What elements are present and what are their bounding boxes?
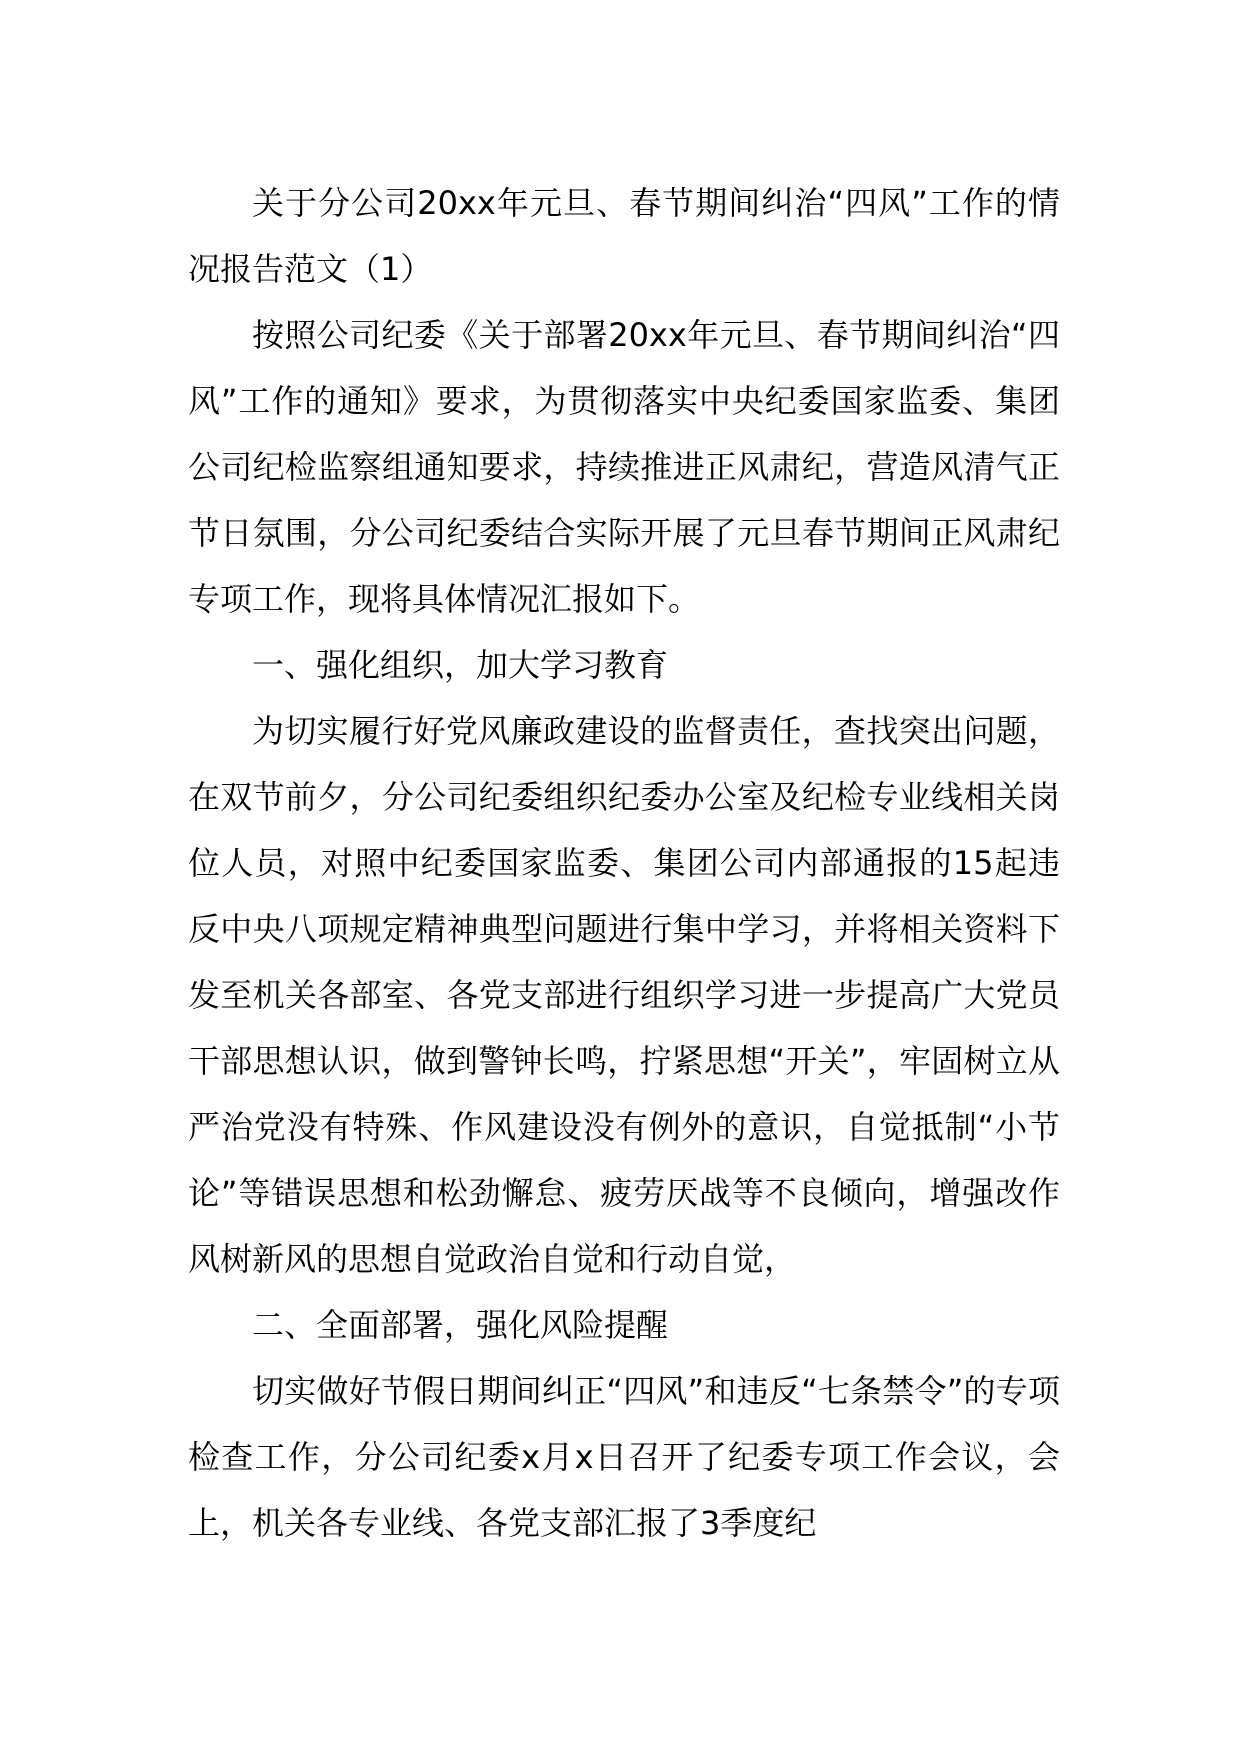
section-1-paragraph: 为切实履行好党风廉政建设的监督责任，查找突出问题，在双节前夕，分公司纪委组织纪委办公室及纪检专业线相关岗位人员，对照中纪委国家监委、集团公司内部通报的15起违反中央八项规定精神典型问题进行集中学习，并将相关资料下发至机关各部室、各党支部进行组织学习进一步提高广大党员干部思想认识，做到警钟长鸣，拧紧思想“开关”，牢固树立从严治党没有特殊、作风建设没有例外的意识，自觉抵制“小节论”等错误思想和松劲懈怠、疲劳厌战等不良倾向，增强改作风树新风的思想自觉政治自觉和行动自觉， bbox=[188, 712, 1060, 1278]
section-heading-2: 二、全面部署，强化风险提醒 bbox=[252, 1306, 669, 1344]
document-title: 关于分公司20xx年元旦、春节期间纠治“四风”工作的情况报告范文（1） bbox=[188, 184, 1060, 288]
document-body bbox=[188, 170, 1060, 1556]
intro-paragraph: 按照公司纪委《关于部署20xx年元旦、春节期间纠治“四风”工作的通知》要求，为贯彻落实中央纪委国家监委、集团公司纪检监察组通知要求，持续推进正风肃纪，营造风清气正节日氛围，分公司纪委结合实际开展了元旦春节期间正风肃纪专项工作，现将具体情况汇报如下。 bbox=[188, 316, 1060, 618]
section-heading-1: 一、强化组织，加大学习教育 bbox=[252, 646, 669, 684]
section-2-paragraph: 切实做好节假日期间纠正“四风”和违反“七条禁令”的专项检查工作，分公司纪委x月x日召开了纪委专项工作会议，会上，机关各专业线、各党支部汇报了3季度纪 bbox=[188, 1372, 1060, 1542]
